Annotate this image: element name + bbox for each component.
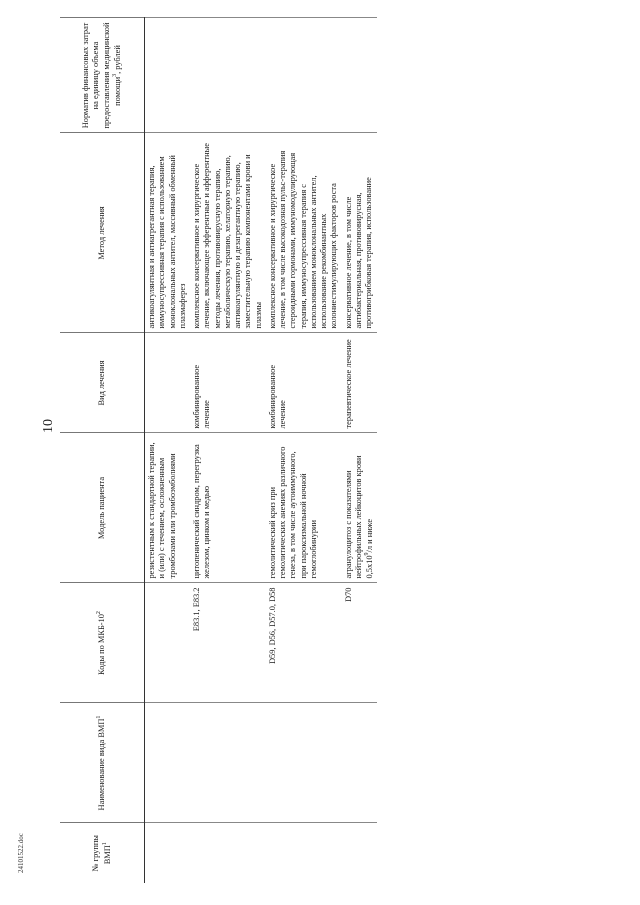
table-header-row [60, 18, 145, 883]
header-vmp-name: Наименование вида ВМП$^1$ [60, 703, 145, 823]
header-patient-model: Модель пациента [60, 433, 145, 583]
treatment-type-cell [145, 333, 191, 433]
icd-codes-cell: D70 [342, 583, 378, 703]
header-treatment-method: Метод лечения [60, 133, 145, 333]
icd-codes-cell: D59, D56, D57.0, D58 [266, 583, 342, 703]
treatment-method-cell: консервативное лечение, в том числе антибактериальная, противовирусная, противогрибковая терапия, использование [342, 133, 378, 333]
rotated-table-container [60, 18, 620, 883]
header-treatment-type: Вид лечения [60, 333, 145, 433]
table-row [190, 18, 266, 883]
patient-model-cell: резистентным к стандартной терапии, и (или) с течением, осложненным тромбозами или тромбоэмболиями [145, 433, 191, 583]
document-filename: 24101522.doc [17, 833, 25, 873]
icd-codes-cell: E83.1, E83.2 [190, 583, 266, 703]
icd-codes-cell [145, 583, 191, 703]
table-row [145, 18, 191, 883]
treatment-type-cell: комбинированное лечение [190, 333, 266, 433]
header-group-number: № группы ВМП$^1$ [60, 823, 145, 883]
vmp-table [60, 18, 377, 884]
treatment-method-cell: комплексное консервативное и хирургическое лечение, в том числе высокодозная пульс-терапия стероидными гормонами, иммуномодулирующая терапия, иммуносупрессивная терапия с использованием моноклональных антител, использование рекомбинантных колониестимулирующих факторов роста [266, 133, 342, 333]
patient-model-cell: гемолитический криз при гемолитических анемиях различного генеза, в том числе аутоиммунного, при пароксизмальной ночной гемоглобинурии [266, 433, 342, 583]
treatment-method-cell: антикоагулянтная и антиагрегантная терапия, иммуносупрессивная терапия с использованием моноклональных антител, массивный обменный плазмаферез [145, 133, 191, 333]
header-icd-codes: Коды по МКБ-$10^2$ [60, 583, 145, 703]
header-cost-norm: Норматив финансовых затрат на единицу объема предоставления медицинской помощи$^3$, рублей [60, 18, 145, 133]
treatment-type-cell: комбинированное лечение [266, 333, 342, 433]
treatment-method-cell: комплексное консервативное и хирургическое лечение, включающее эфферентные и афферентные методы лечения, противовирусную терапию, метаболическую терапию, хелаторную терапию, антикоагулянтную и дезагрегантную терапию, заместительную терапию компонентами крови и плазмы [190, 133, 266, 333]
table-row [266, 18, 342, 883]
treatment-type-cell: терапевтическое лечение [342, 333, 378, 433]
page-number: 10 [41, 419, 56, 433]
patient-model-cell: агранулоцитоз с показателями нейтрофильных лейкоцитов крови $0,5x10^9/л$ и ниже [342, 433, 378, 583]
patient-model-cell: цитопенический синдром, перегрузка железом, цинком и медью [190, 433, 266, 583]
table-row [342, 18, 378, 883]
